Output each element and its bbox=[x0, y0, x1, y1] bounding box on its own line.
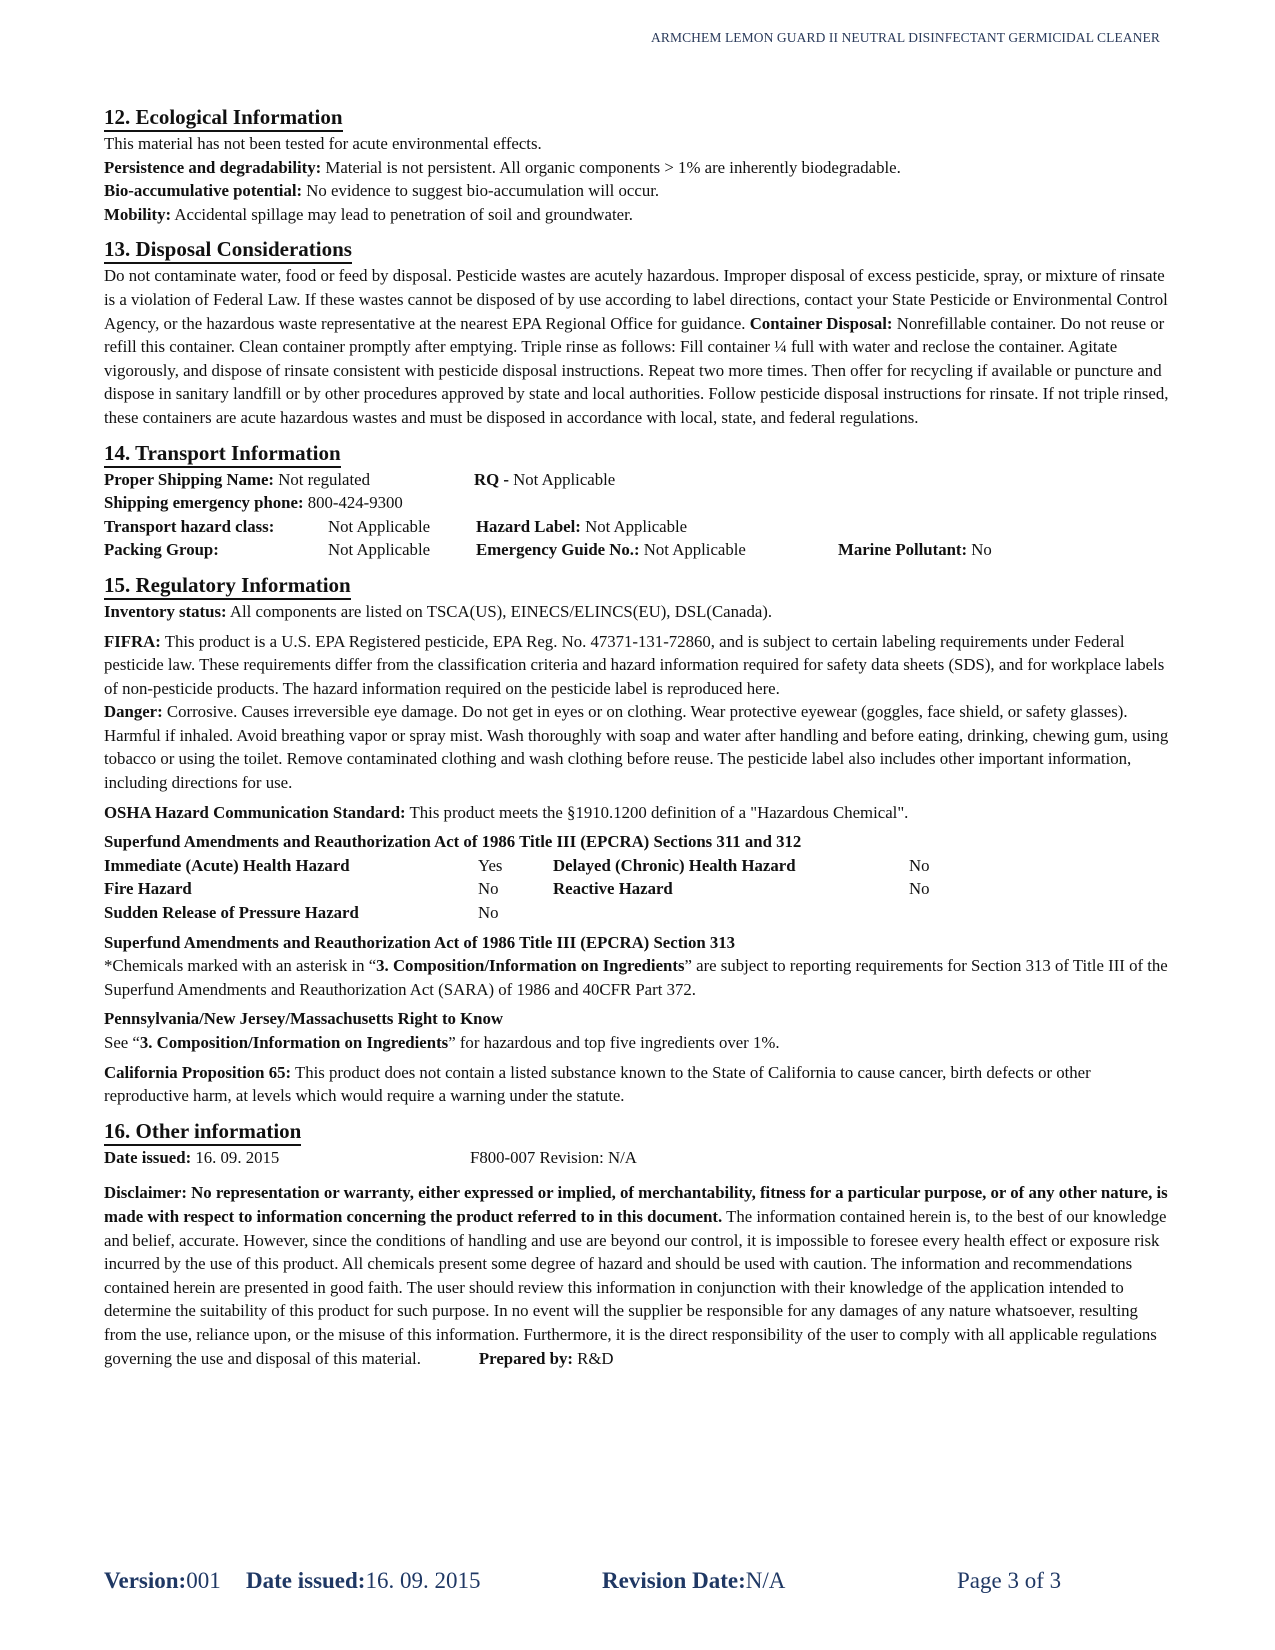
transport-row bbox=[104, 538, 1174, 562]
section-15-regulatory bbox=[104, 572, 1174, 1108]
section-heading: 14. Transport Information bbox=[104, 440, 341, 468]
field-value: Not Applicable bbox=[328, 540, 431, 560]
field-label: Inventory status: bbox=[104, 601, 227, 621]
fifra-paragraph bbox=[104, 630, 1174, 701]
text: Nonrefillable container. Do not reuse or refill this container. Clean container promptly after emptying. Triple rinse as follows: Fill container ¼ full with water and reclose the container. Agitate vigorously, and dispose of rinsate consistent with pesticide disposal instructions. Repeat two more times. Then offer for recycling if available or puncture and dispose in sanitary landfill or by other procedures approved by state and local authorities. Follow pesticide disposal instructions for rinsate. If not triple rinsed, these containers are acute hazardous wastes and must be disposed in accordance with local, state, and federal regulations. bbox=[104, 313, 1169, 427]
field-label: Mobility: bbox=[104, 204, 172, 224]
field-value: Not Applicable bbox=[508, 469, 616, 489]
field-label: Danger: bbox=[104, 702, 163, 722]
mobility-line bbox=[104, 203, 1174, 227]
right-to-know-paragraph: See “3. Composition/Information on Ingredients” for hazardous and top five ingredients over 1%. bbox=[104, 1033, 780, 1052]
field-value: R&D bbox=[572, 1348, 614, 1368]
field-value: 001 bbox=[186, 1568, 221, 1593]
field-label: FIFRA: bbox=[104, 631, 161, 651]
field-label: Disclaimer: bbox=[104, 1183, 187, 1203]
danger-paragraph bbox=[104, 700, 1174, 794]
section-14-transport bbox=[104, 440, 1174, 562]
persistence-line bbox=[104, 156, 1174, 180]
section-13-disposal bbox=[104, 236, 1174, 429]
prop65-paragraph bbox=[104, 1061, 1174, 1108]
section-heading: 16. Other information bbox=[104, 1118, 301, 1146]
field-label: Transport hazard class: bbox=[104, 516, 275, 536]
hazard-label: Sudden Release of Pressure Hazard bbox=[104, 903, 359, 923]
field-label: Marine Pollutant: bbox=[838, 540, 968, 560]
field-value: This product does not contain a listed substance known to the State of California to cause cancer, birth defects or other reproductive harm, at levels which would require a warning under the statute. bbox=[104, 1062, 1091, 1106]
field-label: Shipping emergency phone: bbox=[104, 493, 304, 513]
disclaimer-paragraph: Disclaimer: No representation or warranty, either expressed or implied, of merchantability, fitness for a particular purpose, or of any other nature, is made with respect to information concerning the product referred to in this document. The information contained herein is, to the best of our knowledge and belief, accurate. However, since the conditions of handling and use are beyond our control, it is impossible to foresee every health effect or exposure risk incurred by the use of this product. All chemicals present some degree of hazard and should be used with caution. The information and recommendations contained herein are presented in good faith. The user should review this information in conjunction with their knowledge of the application intended to determine the suitability of this product for such purpose. In no event will the supplier be responsible for any damages of any nature whatsoever, resulting from the use, reliance upon, or the misuse of this information. Furthermore, it is the direct responsibility of the user to comply with all applicable regulations governing the use and disposal of this material. Prepared by: R&D bbox=[104, 1183, 1168, 1368]
field-value: Material is not persistent. All organic components > 1% are inherently biodegradable. bbox=[321, 157, 901, 177]
document-header-title: ARMCHEM LEMON GUARD II NEUTRAL DISINFECTANT GERMICIDAL CLEANER bbox=[651, 30, 1160, 45]
field-value: No bbox=[967, 540, 992, 560]
field-value: Not regulated bbox=[274, 469, 371, 489]
bio-accumulative-line bbox=[104, 179, 1174, 203]
field-value: Not Applicable bbox=[639, 540, 746, 560]
page-number: Page 3 of 3 bbox=[957, 1568, 1062, 1593]
hazard-value: Yes bbox=[478, 855, 503, 875]
hazard-value: No bbox=[909, 879, 930, 899]
section-heading: 12. Ecological Information bbox=[104, 104, 343, 132]
hazard-label: Reactive Hazard bbox=[553, 879, 673, 899]
field-value: Not Applicable bbox=[328, 516, 431, 536]
right-to-know-title: Pennsylvania/New Jersey/Massachusetts Right to Know bbox=[104, 1009, 504, 1029]
field-label: Proper Shipping Name: bbox=[104, 469, 275, 489]
sara-313-paragraph: *Chemicals marked with an asterisk in “3. Composition/Information on Ingredients” are subject to reporting requirements for Section 313 of Title III of the Superfund Amendments and Reauthorization Act (SARA) of 1986 and 40CFR Part 372. bbox=[104, 956, 1168, 999]
field-label: Persistence and degradability: bbox=[104, 157, 322, 177]
field-value: 800-424-9300 bbox=[303, 493, 403, 513]
section-16-other bbox=[104, 1118, 1174, 1370]
field-value: No evidence to suggest bio-accumulation will occur. bbox=[302, 181, 660, 201]
field-label: Revision Date: bbox=[602, 1568, 746, 1593]
hazard-value: No bbox=[909, 855, 930, 875]
field-label: Container Disposal: bbox=[749, 313, 893, 333]
transport-row bbox=[104, 491, 1174, 515]
field-value: This product meets the §1910.1200 definition of a "Hazardous Chemical". bbox=[405, 802, 909, 822]
field-label: Version: bbox=[104, 1568, 187, 1593]
field-value: Not Applicable bbox=[580, 516, 688, 536]
field-value: 16. 09. 2015 bbox=[191, 1147, 280, 1167]
section-12-ecological bbox=[104, 104, 1174, 226]
field-value: Corrosive. Causes irreversible eye damage. Do not get in eyes or on clothing. Wear protective eyewear (goggles, face shield, or safety glasses). Harmful if inhaled. Avoid breathing vapor or spray mist. Wash thoroughly with soap and water after handling and before eating, drinking, chewing gum, using tobacco or using the toilet. Remove contaminated clothing and wash clothing before reuse. The pesticide label also includes other important information, including directions for use. bbox=[104, 702, 1169, 793]
field-value: N/A bbox=[745, 1568, 786, 1593]
osha-line bbox=[104, 801, 1174, 825]
revision-text: F800-007 Revision: N/A bbox=[470, 1147, 637, 1167]
field-label: Bio-accumulative potential: bbox=[104, 181, 303, 201]
field-value: Accidental spillage may lead to penetration of soil and groundwater. bbox=[171, 204, 633, 224]
hazard-label: Immediate (Acute) Health Hazard bbox=[104, 855, 350, 875]
paragraph: This material has not been tested for acute environmental effects. bbox=[104, 134, 542, 153]
field-label: California Proposition 65: bbox=[104, 1062, 292, 1082]
hazard-value: No bbox=[478, 903, 499, 923]
hazard-value: No bbox=[478, 879, 499, 899]
transport-row bbox=[104, 468, 1174, 492]
text: Do not contaminate water, food or feed by disposal. Pesticide wastes are acutely hazardous. Improper disposal of excess pesticide, spray, or mixture of rinsate is a violation of Federal Law. If these wastes cannot be disposed of by use according to label directions, contact your State Pesticide or Environmental Control Agency, or the hazardous waste representative at the nearest EPA Regional Office for guidance. bbox=[104, 266, 1168, 333]
field-label: Date issued: bbox=[246, 1568, 366, 1593]
field-value: All components are listed on TSCA(US), EINECS/ELINCS(EU), DSL(Canada). bbox=[226, 601, 773, 621]
transport-row bbox=[104, 515, 1174, 539]
sara-313-title: Superfund Amendments and Reauthorization Act of 1986 Title III (EPCRA) Section 313 bbox=[104, 932, 736, 952]
field-label: Packing Group: bbox=[104, 540, 219, 560]
field-value: This product is a U.S. EPA Registered pesticide, EPA Reg. No. 47371-131-72860, and is subject to certain labeling requirements under Federal pesticide law. These requirements differ from the classification criteria and hazard information required for safety data sheets (SDS), and for workplace labels of non-pesticide products. The hazard information required on the pesticide label is reproduced here. bbox=[104, 631, 1165, 698]
field-label: Prepared by: bbox=[478, 1348, 573, 1368]
document-body bbox=[104, 104, 1174, 1370]
hazard-row bbox=[104, 854, 1174, 878]
field-label: OSHA Hazard Communication Standard: bbox=[104, 802, 406, 822]
hazard-row bbox=[104, 901, 1174, 925]
field-label: Date issued: bbox=[104, 1147, 192, 1167]
section-heading: 13. Disposal Considerations bbox=[104, 236, 352, 264]
hazard-label: Fire Hazard bbox=[104, 879, 192, 899]
hazard-row bbox=[104, 877, 1174, 901]
date-row bbox=[104, 1146, 1174, 1170]
inventory-line bbox=[104, 600, 1174, 624]
section-heading: 15. Regulatory Information bbox=[104, 572, 351, 600]
sara-311-title: Superfund Amendments and Reauthorization Act of 1986 Title III (EPCRA) Sections 311 and 312 bbox=[104, 832, 802, 852]
field-label: Hazard Label: bbox=[476, 516, 581, 536]
paragraph bbox=[104, 264, 1174, 429]
field-label: RQ - bbox=[474, 469, 509, 489]
field-value: 16. 09. 2015 bbox=[365, 1568, 481, 1593]
hazard-label: Delayed (Chronic) Health Hazard bbox=[553, 855, 796, 875]
field-label: Emergency Guide No.: bbox=[476, 540, 640, 560]
